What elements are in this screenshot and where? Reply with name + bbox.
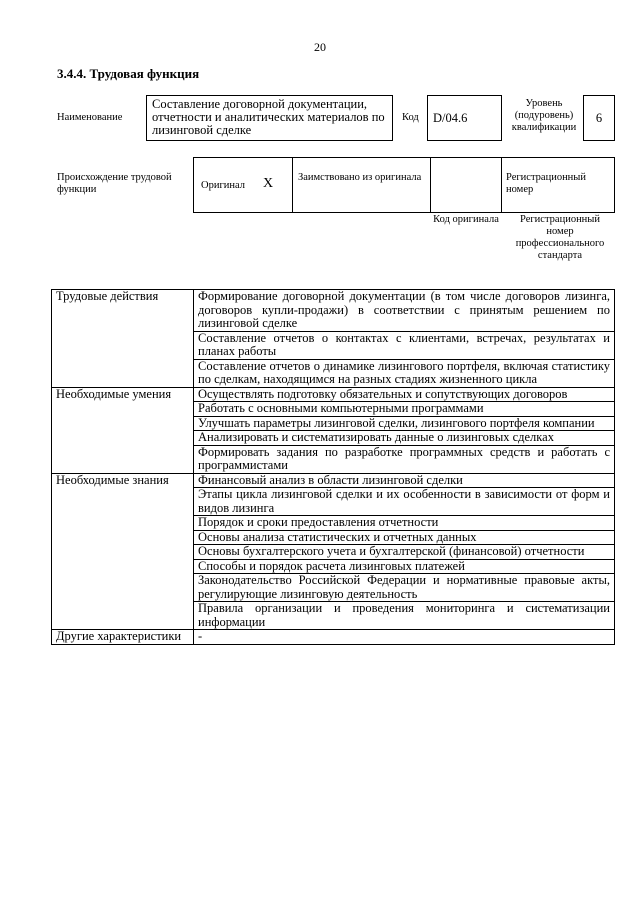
code-box [427, 95, 502, 141]
table-row [52, 630, 615, 645]
table-row [52, 387, 615, 402]
category-cell: Необходимые знания [52, 473, 194, 630]
origin-label: Происхождение трудовой функции [57, 172, 172, 195]
item-cell: Законодательство Российской Федерации и нормативные правовые акты, регулирующие лизинговую деятельность [194, 574, 615, 602]
item-cell: Этапы цикла лизинговой сделки и их особенности в зависимости от форм и видов лизинга [194, 488, 615, 516]
item-cell: Анализировать и систематизировать данные о лизинговых сделках [194, 431, 615, 446]
item-cell: Составление отчетов о контактах с клиентами, встречах, результатах и планах работы [194, 331, 615, 359]
item-cell: Формировать задания по разработке программных средств и работать с программистами [194, 445, 615, 473]
category-cell: Необходимые умения [52, 387, 194, 473]
item-cell: Порядок и сроки предоставления отчетности [194, 516, 615, 531]
code-value: D/04.6 [433, 111, 468, 125]
name-value: Составление договорной документации, отчетности и аналитических материалов по лизинговой сделке [152, 97, 385, 137]
table-row [52, 473, 615, 488]
level-box [583, 95, 615, 141]
item-cell: - [194, 630, 615, 645]
name-value-box [146, 95, 393, 141]
level-label: Уровень (подуровень) квалификации [511, 98, 577, 133]
origin-divider-2 [430, 157, 431, 213]
item-cell: Правила организации и проведения мониторинга и систематизации информации [194, 602, 615, 630]
code-label: Код [402, 112, 419, 123]
borrowed-label: Заимствовано из оригинала [298, 172, 422, 183]
item-cell: Составление отчетов о динамике лизингового портфеля, включая статистику по сделкам, находящимся на разных стадиях жизненного цикла [194, 359, 615, 387]
function-table [51, 289, 615, 645]
table-row [52, 290, 615, 332]
item-cell: Основы анализа статистических и отчетных данных [194, 530, 615, 545]
code-caption: Код оригинала [433, 214, 499, 225]
reg-number-label: Регистрационный номер [506, 172, 586, 195]
name-label: Наименование [57, 112, 123, 123]
page-number: 20 [314, 40, 326, 54]
category-cell: Другие характеристики [52, 630, 194, 645]
item-cell: Работать с основными компьютерными программами [194, 402, 615, 417]
item-cell: Основы бухгалтерского учета и бухгалтерской (финансовой) отчетности [194, 545, 615, 560]
section-title: 3.4.4. Трудовая функция [57, 66, 200, 81]
item-cell: Финансовый анализ в области лизинговой сделки [194, 473, 615, 488]
origin-divider-1 [292, 157, 293, 213]
original-label: Оригинал [201, 180, 245, 191]
item-cell: Формирование договорной документации (в том числе договоров лизинга, договоров купли-продажи) в соответствии с принятым решением по лизинговой сделке [194, 290, 615, 332]
origin-divider-3 [501, 157, 502, 213]
category-cell: Трудовые действия [52, 290, 194, 388]
item-cell: Осуществлять подготовку обязательных и сопутствующих договоров [194, 387, 615, 402]
item-cell: Улучшать параметры лизинговой сделки, лизингового портфеля компании [194, 416, 615, 431]
reg-caption: Регистрационный номер профессионального стандарта [515, 214, 605, 261]
level-value: 6 [595, 111, 603, 125]
item-cell: Способы и порядок расчета лизинговых платежей [194, 559, 615, 574]
original-mark: X [263, 176, 274, 191]
